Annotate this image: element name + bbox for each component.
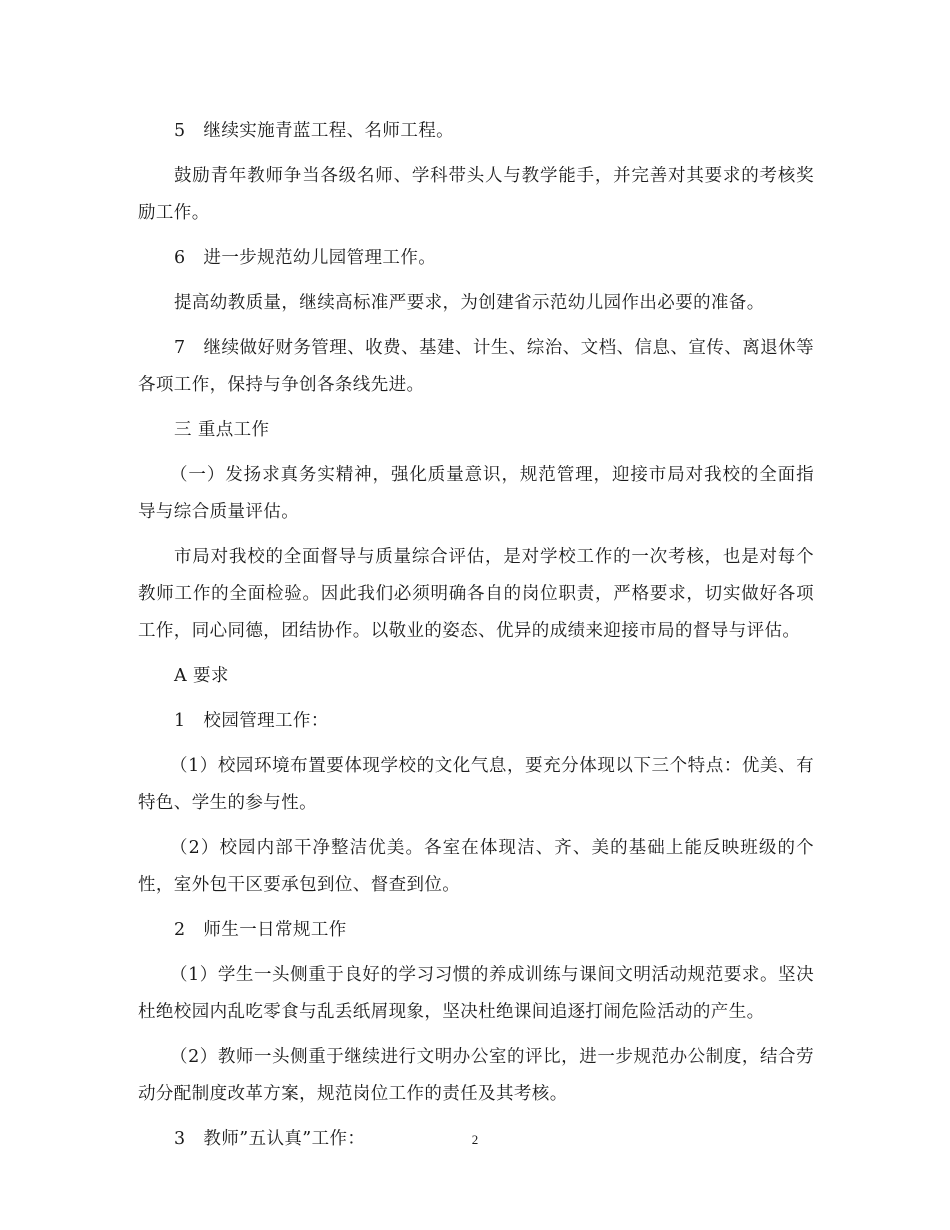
paragraph: 1 校园管理工作： — [174, 711, 329, 731]
paragraph: 7 继续做好财务管理、收费、基建、计生、综治、文档、信息、宣传、离退休等各项工作，保持与争创各条线先进。 — [138, 338, 814, 395]
paragraph: 市局对我校的全面督导与质量综合评估，是对学校工作的一次考核，也是对每个教师工作的全面检验。因此我们必须明确各自的岗位职责，严格要求，切实做好各项工作，同心同德，团结协作。以敬业的姿态、优异的成绩来迎接市局的督导与评估。 — [138, 547, 814, 641]
paragraph: 鼓励青年教师争当各级名师、学科带头人与教学能手，并完善对其要求的考核奖励工作。 — [138, 166, 814, 223]
paragraph: （1）校园环境布置要体现学校的文化气息，要充分体现以下三个特点：优美、有特色、学生的参与性。 — [138, 756, 814, 813]
page-number: 2 — [471, 1132, 479, 1147]
paragraph: 2 师生一日常规工作 — [174, 920, 347, 940]
paragraph: （2）校园内部干净整洁优美。各室在体现洁、齐、美的基础上能反映班级的个性，室外包干区要承包到位、督查到位。 — [138, 838, 814, 895]
paragraph: 3 教师”五认真”工作： — [174, 1129, 366, 1149]
paragraph: 5 继续实施青蓝工程、名师工程。 — [174, 121, 455, 141]
section-heading: 三 重点工作 — [174, 420, 270, 440]
paragraph: （2）教师一头侧重于继续进行文明办公室的评比，进一步规范办公制度，结合劳动分配制度改革方案，规范岗位工作的责任及其考核。 — [138, 1047, 814, 1104]
document-body — [138, 113, 814, 1166]
paragraph: （一）发扬求真务实精神，强化质量意识，规范管理，迎接市局对我校的全面指导与综合质量评估。 — [138, 465, 814, 522]
paragraph: 提高幼教质量，继续高标准严要求，为创建省示范幼儿园作出必要的准备。 — [174, 293, 765, 313]
subsection-heading: A 要求 — [174, 666, 229, 686]
paragraph: 6 进一步规范幼儿园管理工作。 — [174, 248, 437, 268]
paragraph: （1）学生一头侧重于良好的学习习惯的养成训练与课间文明活动规范要求。坚决杜绝校园内乱吃零食与乱丢纸屑现象，坚决杜绝课间追逐打闹危险活动的产生。 — [138, 965, 814, 1022]
